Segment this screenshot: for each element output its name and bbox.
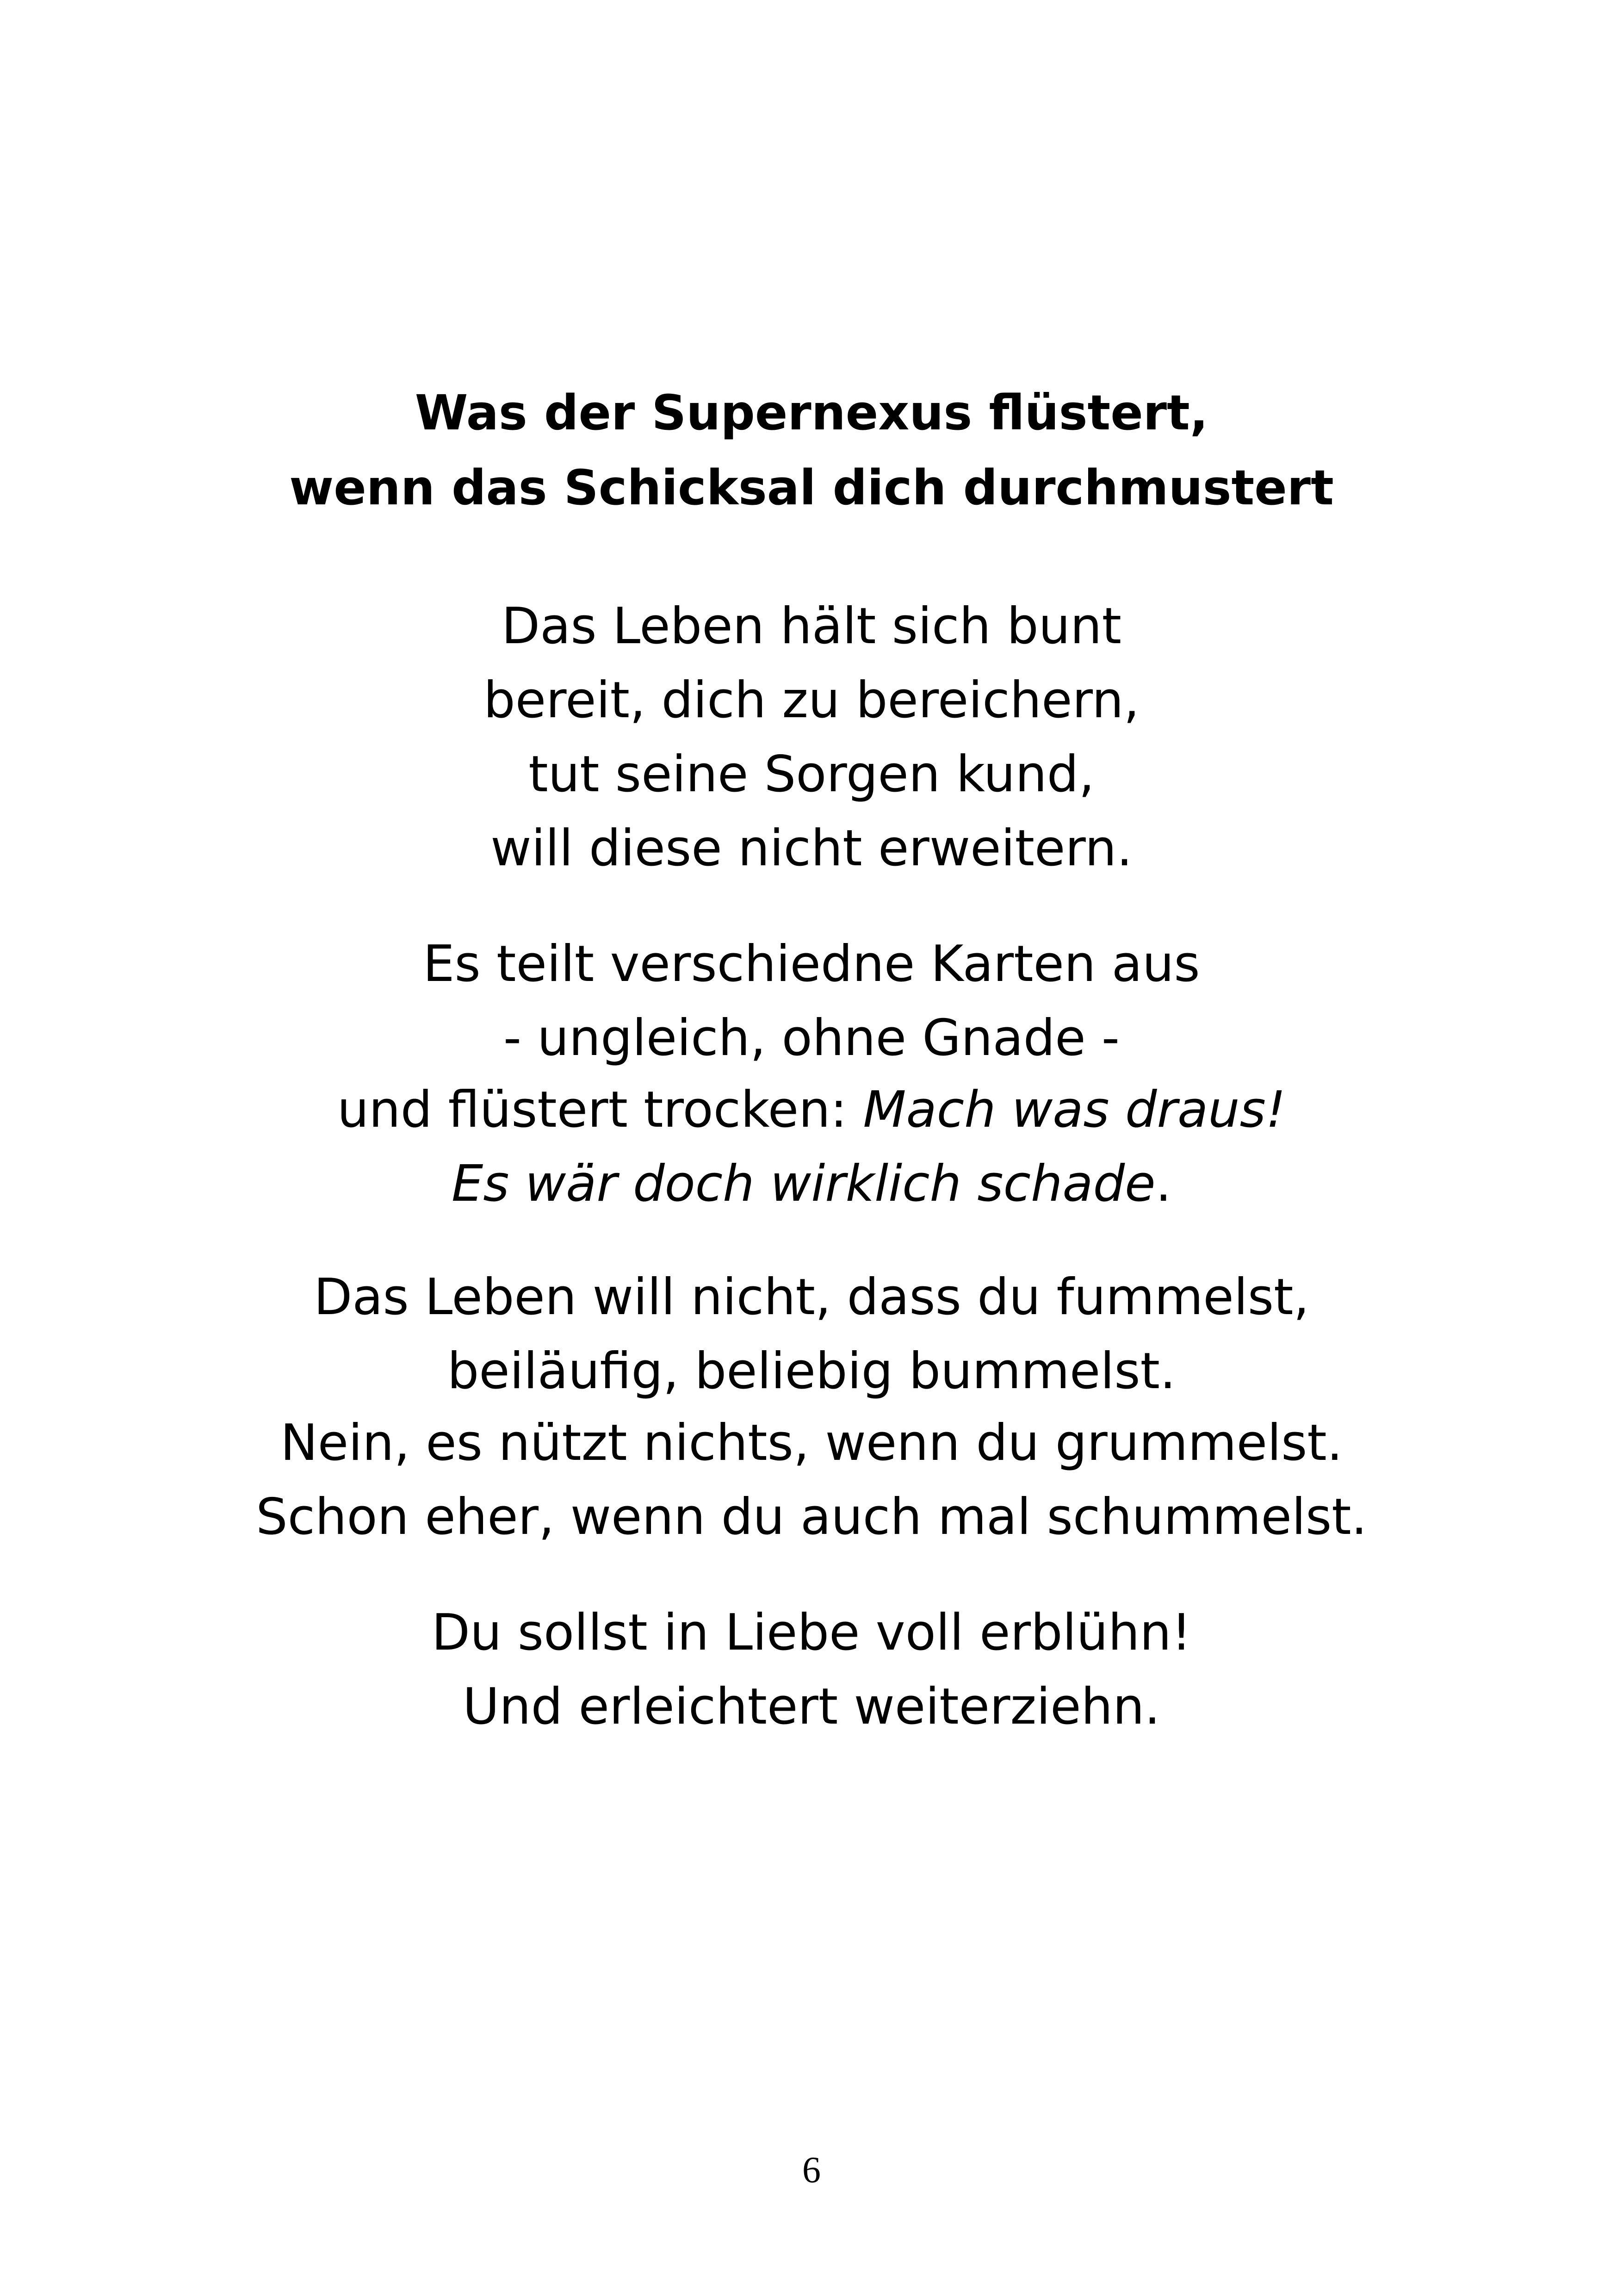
- verse-line: Schon eher, wenn du auch mal schummelst.: [256, 1488, 1367, 1546]
- verse-line: bereit, dich zu bereichern,: [483, 671, 1140, 729]
- verse-line: will diese nicht erweitern.: [490, 819, 1133, 877]
- verse-line-mixed: [0, 1155, 1623, 1213]
- poem-title-line-1: Was der Supernexus flüstert,: [415, 385, 1208, 441]
- poem-title-line-2: wenn das Schicksal dich durchmustert: [289, 459, 1334, 516]
- verse-line: - ungleich, ohne Gnade -: [503, 1009, 1120, 1067]
- verse-text: .: [1155, 1155, 1171, 1213]
- verse-text-italic: Mach was draus!: [863, 1081, 1286, 1139]
- verse-line-mixed: [0, 1081, 1623, 1139]
- verse-line: beiläufig, beliebig bummelst.: [447, 1342, 1176, 1400]
- verse-line: Nein, es nützt nichts, wenn du grummelst.: [280, 1414, 1343, 1472]
- verse-line: Das Leben will nicht, dass du fummelst,: [314, 1268, 1309, 1326]
- verse-text-italic: Es wär doch wirklich schade: [452, 1155, 1156, 1213]
- verse-line: Und erleichtert weiterziehn.: [463, 1678, 1160, 1736]
- verse-line: Du sollst in Liebe voll erblühn!: [431, 1604, 1192, 1662]
- verse-line: tut seine Sorgen kund,: [528, 745, 1095, 803]
- verse-text: und flüstert trocken:: [337, 1081, 863, 1139]
- verse-line: Das Leben hält sich bunt: [502, 597, 1121, 655]
- page-number: 6: [802, 2150, 821, 2191]
- verse-line: Es teilt verschiedne Karten aus: [423, 935, 1200, 993]
